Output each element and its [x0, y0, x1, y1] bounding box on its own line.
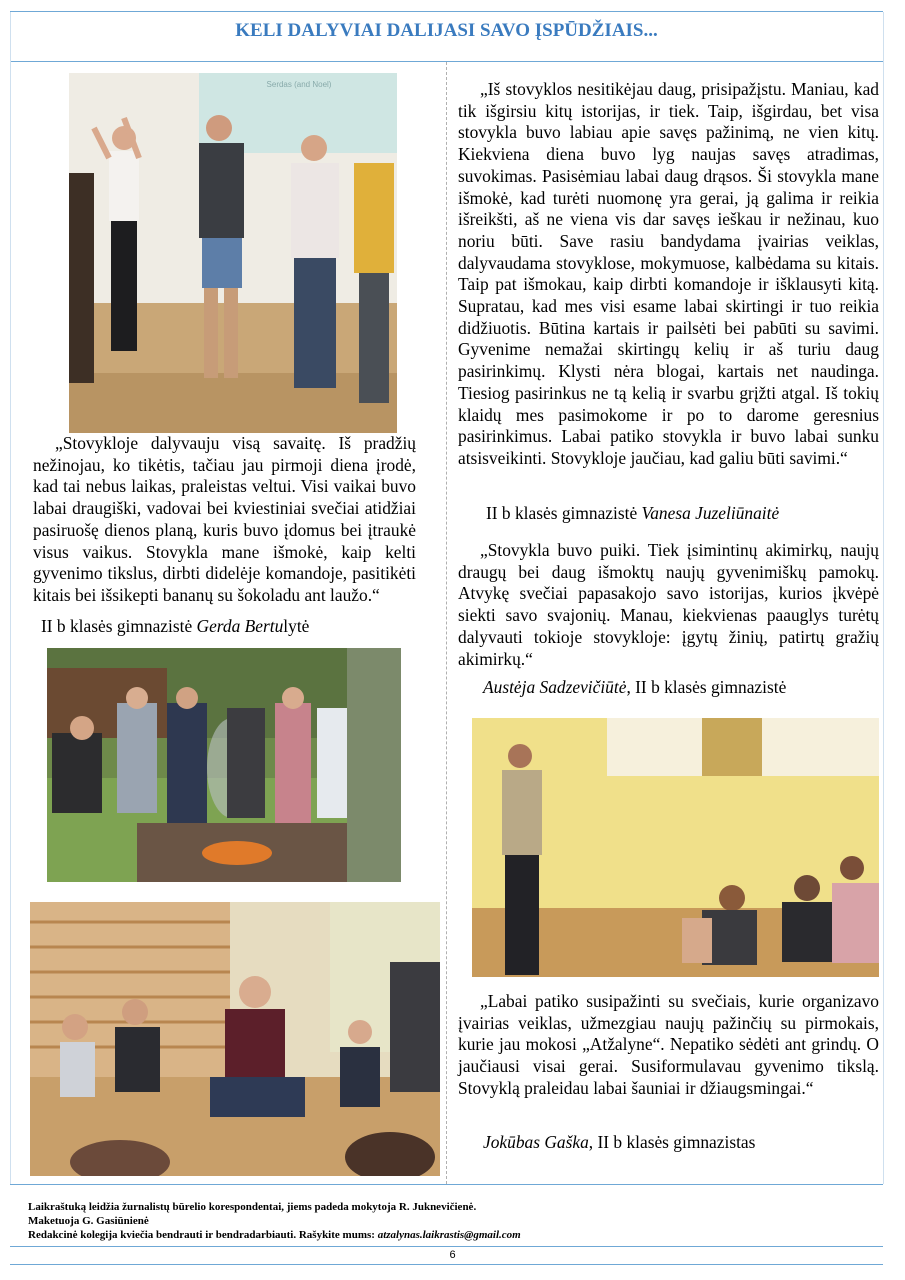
footer-email-link[interactable]: atzalynas.laikrastis@gmail.com — [377, 1229, 521, 1241]
signature-austeja — [483, 676, 786, 698]
testimonial-gerda — [33, 433, 416, 607]
footer-layout-credit: Maketuoja G. Gasiūnienė — [28, 1215, 149, 1227]
testimonial-text: „Iš stovyklos nesitikėjau daug, prisipažįstu. Maniau, kad tik išgirsiu kitų istorijas, ir tiek. Taip, išgirdau, bet visa stovykla buvo labiau apie savęs pažinimą, ne vien kitų. Kiekviena diena buvo lyg naujas savęs atradimas, suvokimas. Pasisėmiau labai daug drąsos. Ši stovykla mane išmokė, kad turėti nuomonę yra gerai, ją galima ir reikia išreikšti, aš ne viena vis dar savęs ieškau ir nežinau, kuo noriu būti. Save rasiu bandydama įvairias veiklas, dalyvaudama stovyklose, mokymuose, kalbėdama su kitais. Taip pat išmokau, kaip dirbti komandoje ir išklausyti kitą. Supratau, kad mes visi esame labai skirtingi ir tuo reikia didžiuotis. Būtina kartais ir pailsėti bei pabūti su savimi. Gyvenime nemažai skirtingų kelių ir aš turiu daug pasirinkimų. Klysti nėra blogai, kartais net naudinga. Tiesiog pasirinkus ne tą kelią ir svarbu grįžti atgal. Iš tokių klaidų mes pasimokome ir po to darome geresnius pasirinkimus. Labai patiko stovykla ir buvo labai sunku atsisveikinti. Stovykloje jaučiau, kad galiu būti savimi.“ — [458, 79, 879, 468]
photo-campfire — [47, 648, 401, 882]
column-divider — [446, 62, 447, 1184]
footer-credits: Laikraštuką leidžia žurnalistų būrelio korespondentai, jiems padeda mokytoja R. Juknevičienė. — [28, 1201, 477, 1213]
signature-name: Gerda Bertu — [196, 616, 284, 636]
page-number: 6 — [449, 1249, 456, 1261]
signature-vanesa — [486, 502, 779, 524]
signature-name: Austėja Sadzevičiūtė — [483, 677, 627, 697]
footer-bottom-rule — [10, 1246, 883, 1247]
testimonial-text: „Stovykloje dalyvauju visą savaitę. Iš pradžių nežinojau, ko tikėtis, tačiau jau pirmoji diena įrodė, kad tai nebus laikas, praleistas veltui. Visi vaikai buvo labai draugiški, vadovai bei kviestiniai svečiai atidžiai pasiruošę dienos planą, kuris buvo įdomus bei įtraukė visus vaikus. Stovykla mane išmokė, kaip kelti gyvenimo tikslus, dirbti didelėje komandoje, pasitikėti kitais bei išsikepti bananų su šokoladu ant laužo.“ — [33, 433, 416, 605]
testimonial-austeja — [458, 540, 879, 670]
header-top-rule — [10, 11, 883, 12]
testimonial-vanesa — [458, 79, 879, 470]
signature-name-tail: lytė — [283, 616, 310, 636]
footer-contact — [28, 1229, 521, 1241]
slide-text: Serdas (and Noel) — [266, 80, 332, 89]
page-bottom-rule — [10, 1264, 883, 1265]
signature-name: Vanesa Juzeliūnaitė — [641, 503, 780, 523]
footer-top-rule — [10, 1184, 883, 1185]
page-title: KELI DALYVIAI DALIJASI SAVO ĮSPŪDŽIAIS... — [235, 20, 658, 41]
testimonial-text: „Labai patiko susipažinti su svečiais, kurie organizavo įvairias veiklas, užmezgiau naujų pažinčių su pirmokais, kurie jau mokosi „Atžalyne“. Nepatiko sėdėti ant grindų. O jaučiausi visai gerai. Susiformulavau gyvenimo tikslą. Stovyklą praleidau labai šauniai ir džiaugsmingai.“ — [458, 991, 879, 1098]
signature-prefix: II b klasės gimnazistė — [486, 503, 642, 523]
signature-suffix: , II b klasės gimnazistas — [588, 1132, 756, 1152]
testimonial-jokubas — [458, 991, 879, 1100]
left-edge-divider — [10, 12, 11, 1184]
photo-students-dancing — [69, 73, 397, 433]
signature-suffix: , II b klasės gimnazistė — [626, 677, 787, 697]
right-edge-divider — [883, 12, 884, 1184]
signature-gerda — [41, 615, 309, 637]
signature-prefix: II b klasės gimnazistė — [41, 616, 197, 636]
signature-jokubas — [483, 1131, 755, 1153]
testimonial-text: „Stovykla buvo puiki. Tiek įsimintinų akimirkų, naujų draugų bei daug išmoktų naujų gyvenimiškų pamokų. Atvykę svečiai papasakojo savo istorijas, kurios įkvėpė siekti savo svajonių. Manau, kiekvienas paauglys turėtų dalyvauti tokioje stovykloje: įgytų žinių, patirtų gražių akimirkų.“ — [458, 540, 879, 669]
signature-name: Jokūbas Gaška — [483, 1132, 589, 1152]
footer-contact-text: Redakcinė kolegija kviečia bendrauti ir bendradarbiauti. Rašykite mums: — [28, 1229, 378, 1241]
photo-speaker — [472, 718, 879, 977]
photo-gym-circle — [30, 902, 440, 1176]
